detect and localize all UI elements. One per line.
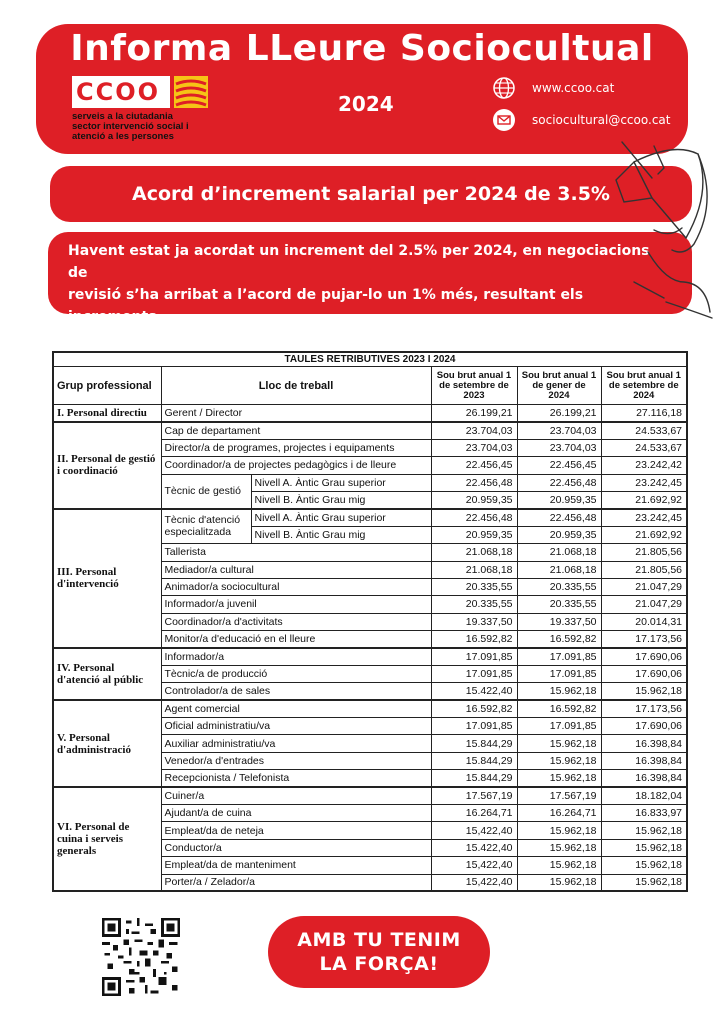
job-title: Tècnic/a de producció [161, 665, 431, 682]
salary-sep-2024: 21.692,92 [601, 491, 687, 508]
logo-text: CCOO [76, 78, 161, 106]
website-row[interactable] [492, 76, 614, 100]
salary-sep-2024: 21.047,29 [601, 578, 687, 595]
job-level: Nivell B. Àntic Grau mig [251, 491, 431, 508]
salary-sep-2024: 16.398,84 [601, 770, 687, 787]
salary-sep-2024: 27.116,18 [601, 405, 687, 422]
ccoo-logo [72, 76, 252, 146]
salary-sep-2023: 15.422,40 [431, 683, 517, 700]
salary-sep-2023: 15.844,29 [431, 735, 517, 752]
salary-sep-2023: 20.335,55 [431, 596, 517, 613]
salary-sep-2023: 22.456,45 [431, 457, 517, 474]
salary-sep-2024: 24.533,67 [601, 439, 687, 456]
table-row [53, 700, 687, 717]
salary-sep-2023: 23.704,03 [431, 439, 517, 456]
salary-sep-2024: 21.692,92 [601, 526, 687, 543]
website-link[interactable]: www.ccoo.cat [532, 81, 615, 95]
table-row [53, 787, 687, 804]
salary-sep-2024: 15.962,18 [601, 874, 687, 891]
logo-subtitle: serveis a la ciutadania sector intervenció social i atenció a les persones [72, 111, 189, 142]
salary-sep-2024: 16.833,97 [601, 804, 687, 821]
job-title: Empleat/da de neteja [161, 822, 431, 839]
group-name: V. Personal d'administració [53, 700, 161, 787]
salary-sep-2024: 15.962,18 [601, 857, 687, 874]
col-header-sep-2024: Sou brut anual 1 de setembre de 2024 [601, 367, 687, 405]
slogan-button: AMB TU TENIM LA FORÇA! [268, 916, 490, 988]
group-name: III. Personal d'intervenció [53, 509, 161, 648]
salary-sep-2023: 16.264,71 [431, 804, 517, 821]
job-title: Monitor/a d'educació en el lleure [161, 631, 431, 648]
job-title: Informador/a [161, 648, 431, 665]
salary-jan-2024: 16.592,82 [517, 700, 601, 717]
salary-sep-2024: 17.690,06 [601, 648, 687, 665]
table-row [53, 405, 687, 422]
salary-jan-2024: 26.199,21 [517, 405, 601, 422]
salary-sep-2023: 26.199,21 [431, 405, 517, 422]
salary-sep-2024: 15.962,18 [601, 839, 687, 856]
job-title: Coordinador/a de projectes pedagògics i de lleure [161, 457, 431, 474]
col-header-group: Grup professional [53, 367, 161, 405]
col-header-post: Lloc de treball [161, 367, 431, 405]
salary-jan-2024: 22.456,48 [517, 509, 601, 526]
salary-increase-banner: Acord d’increment salarial per 2024 de 3.5% [50, 166, 692, 222]
job-level: Nivell A. Àntic Grau superior [251, 474, 431, 491]
salary-jan-2024: 16.592,82 [517, 631, 601, 648]
salary-sep-2023: 17.091,85 [431, 665, 517, 682]
salary-sep-2023: 21.068,18 [431, 544, 517, 561]
salary-sep-2023: 15,422,40 [431, 874, 517, 891]
salary-sep-2023: 15.844,29 [431, 752, 517, 769]
salary-sep-2024: 15.962,18 [601, 822, 687, 839]
salary-sep-2024: 15.962,18 [601, 683, 687, 700]
job-title: Tècnic d'atenció especialitzada [161, 509, 251, 544]
salary-sep-2023: 22.456,48 [431, 474, 517, 491]
job-title: Porter/a / Zelador/a [161, 874, 431, 891]
senyera-icon [174, 76, 208, 108]
job-title: Recepcionista / Telefonista [161, 770, 431, 787]
salary-sep-2023: 17.567,19 [431, 787, 517, 804]
salary-jan-2024: 17.091,85 [517, 648, 601, 665]
year-label: 2024 [338, 92, 394, 116]
salary-sep-2023: 19.337,50 [431, 613, 517, 630]
col-header-jan-2024: Sou brut anual 1 de gener de 2024 [517, 367, 601, 405]
group-name: II. Personal de gestió i coordinació [53, 422, 161, 509]
salary-sep-2023: 21.068,18 [431, 561, 517, 578]
job-title: Gerent / Director [161, 405, 431, 422]
salary-jan-2024: 17.091,85 [517, 665, 601, 682]
salary-sep-2024: 23.242,42 [601, 457, 687, 474]
salary-jan-2024: 21.068,18 [517, 544, 601, 561]
job-title: Tècnic de gestió [161, 474, 251, 509]
salary-sep-2023: 22.456,48 [431, 509, 517, 526]
salary-jan-2024: 15.962,18 [517, 735, 601, 752]
salary-sep-2024: 17.690,06 [601, 718, 687, 735]
group-name: I. Personal directiu [53, 405, 161, 422]
salary-jan-2024: 22.456,48 [517, 474, 601, 491]
salary-jan-2024: 21.068,18 [517, 561, 601, 578]
salary-sep-2023: 15,422,40 [431, 857, 517, 874]
salary-jan-2024: 17.091,85 [517, 718, 601, 735]
salary-jan-2024: 15.962,18 [517, 770, 601, 787]
salary-jan-2024: 15.962,18 [517, 752, 601, 769]
job-title: Cuiner/a [161, 787, 431, 804]
email-link[interactable]: sociocultural@ccoo.cat [532, 113, 671, 127]
job-title: Controlador/a de sales [161, 683, 431, 700]
salary-jan-2024: 20.959,35 [517, 491, 601, 508]
job-title: Empleat/da de manteniment [161, 857, 431, 874]
job-title: Oficial administratiu/va [161, 718, 431, 735]
job-title: Animador/a sociocultural [161, 578, 431, 595]
salary-table [52, 351, 686, 892]
salary-jan-2024: 17.567,19 [517, 787, 601, 804]
job-title: Auxiliar administratiu/va [161, 735, 431, 752]
salary-jan-2024: 23.704,03 [517, 422, 601, 439]
megaphone-icon [594, 132, 718, 322]
qr-code[interactable] [102, 918, 180, 996]
job-title: Venedor/a d'entrades [161, 752, 431, 769]
group-name: IV. Personal d'atenció al públic [53, 648, 161, 700]
page-title: Informa LLeure Sociocultual [70, 28, 654, 69]
salary-sep-2023: 20.959,35 [431, 526, 517, 543]
salary-sep-2023: 16.592,82 [431, 700, 517, 717]
salary-jan-2024: 15.962,18 [517, 822, 601, 839]
salary-sep-2023: 17.091,85 [431, 648, 517, 665]
job-title: Ajudant/a de cuina [161, 804, 431, 821]
salary-sep-2024: 23.242,45 [601, 474, 687, 491]
job-level: Nivell B. Àntic Grau mig [251, 526, 431, 543]
col-header-2023: Sou brut anual 1 de setembre de 2023 [431, 367, 517, 405]
salary-sep-2024: 20.014,31 [601, 613, 687, 630]
job-title: Mediador/a cultural [161, 561, 431, 578]
salary-jan-2024: 20.335,55 [517, 596, 601, 613]
header-banner [36, 24, 688, 154]
salary-sep-2023: 23.704,03 [431, 422, 517, 439]
salary-jan-2024: 16.264,71 [517, 804, 601, 821]
salary-sep-2024: 17.173,56 [601, 700, 687, 717]
salary-sep-2024: 21.805,56 [601, 544, 687, 561]
salary-sep-2023: 15.422,40 [431, 839, 517, 856]
salary-sep-2024: 16.398,84 [601, 735, 687, 752]
salary-sep-2024: 21.047,29 [601, 596, 687, 613]
salary-sep-2024: 21.805,56 [601, 561, 687, 578]
table-row [53, 648, 687, 665]
table-row [53, 422, 687, 439]
job-level: Nivell A. Àntic Grau superior [251, 509, 431, 526]
salary-jan-2024: 15.962,18 [517, 683, 601, 700]
email-row[interactable] [492, 108, 670, 132]
salary-sep-2024: 17.690,06 [601, 665, 687, 682]
salary-sep-2023: 16.592,82 [431, 631, 517, 648]
job-title: Agent comercial [161, 700, 431, 717]
salary-jan-2024: 23.704,03 [517, 439, 601, 456]
salary-jan-2024: 20.335,55 [517, 578, 601, 595]
table-caption: TAULES RETRIBUTIVES 2023 I 2024 [53, 352, 687, 367]
salary-jan-2024: 20.959,35 [517, 526, 601, 543]
job-title: Coordinador/a d'activitats [161, 613, 431, 630]
salary-sep-2023: 20.335,55 [431, 578, 517, 595]
mail-icon [492, 108, 516, 132]
job-title: Informador/a juvenil [161, 596, 431, 613]
salary-sep-2023: 15,422,40 [431, 822, 517, 839]
salary-sep-2023: 17.091,85 [431, 718, 517, 735]
salary-jan-2024: 15.962,18 [517, 839, 601, 856]
salary-sep-2024: 23.242,45 [601, 509, 687, 526]
group-name: VI. Personal de cuina i serveis generals [53, 787, 161, 891]
globe-icon [492, 76, 516, 100]
table-row [53, 509, 687, 526]
salary-sep-2024: 17.173,56 [601, 631, 687, 648]
salary-jan-2024: 22.456,45 [517, 457, 601, 474]
job-title: Conductor/a [161, 839, 431, 856]
job-title: Tallerista [161, 544, 431, 561]
salary-sep-2023: 20.959,35 [431, 491, 517, 508]
job-title: Cap de departament [161, 422, 431, 439]
salary-sep-2023: 15.844,29 [431, 770, 517, 787]
salary-jan-2024: 15.962,18 [517, 874, 601, 891]
salary-sep-2024: 16.398,84 [601, 752, 687, 769]
salary-jan-2024: 15.962,18 [517, 857, 601, 874]
salary-jan-2024: 19.337,50 [517, 613, 601, 630]
job-title: Director/a de programes, projectes i equipaments [161, 439, 431, 456]
salary-sep-2024: 18.182,04 [601, 787, 687, 804]
intro-paragraph: Havent estat ja acordat un increment del 2.5% per 2024, en negociacions de revisió s’ha arribat a l’acord de pujar-lo un 1% més, resultant els increments salarials per setembre de 2024 d’un 3.5% [48, 232, 692, 314]
salary-sep-2024: 24.533,67 [601, 422, 687, 439]
